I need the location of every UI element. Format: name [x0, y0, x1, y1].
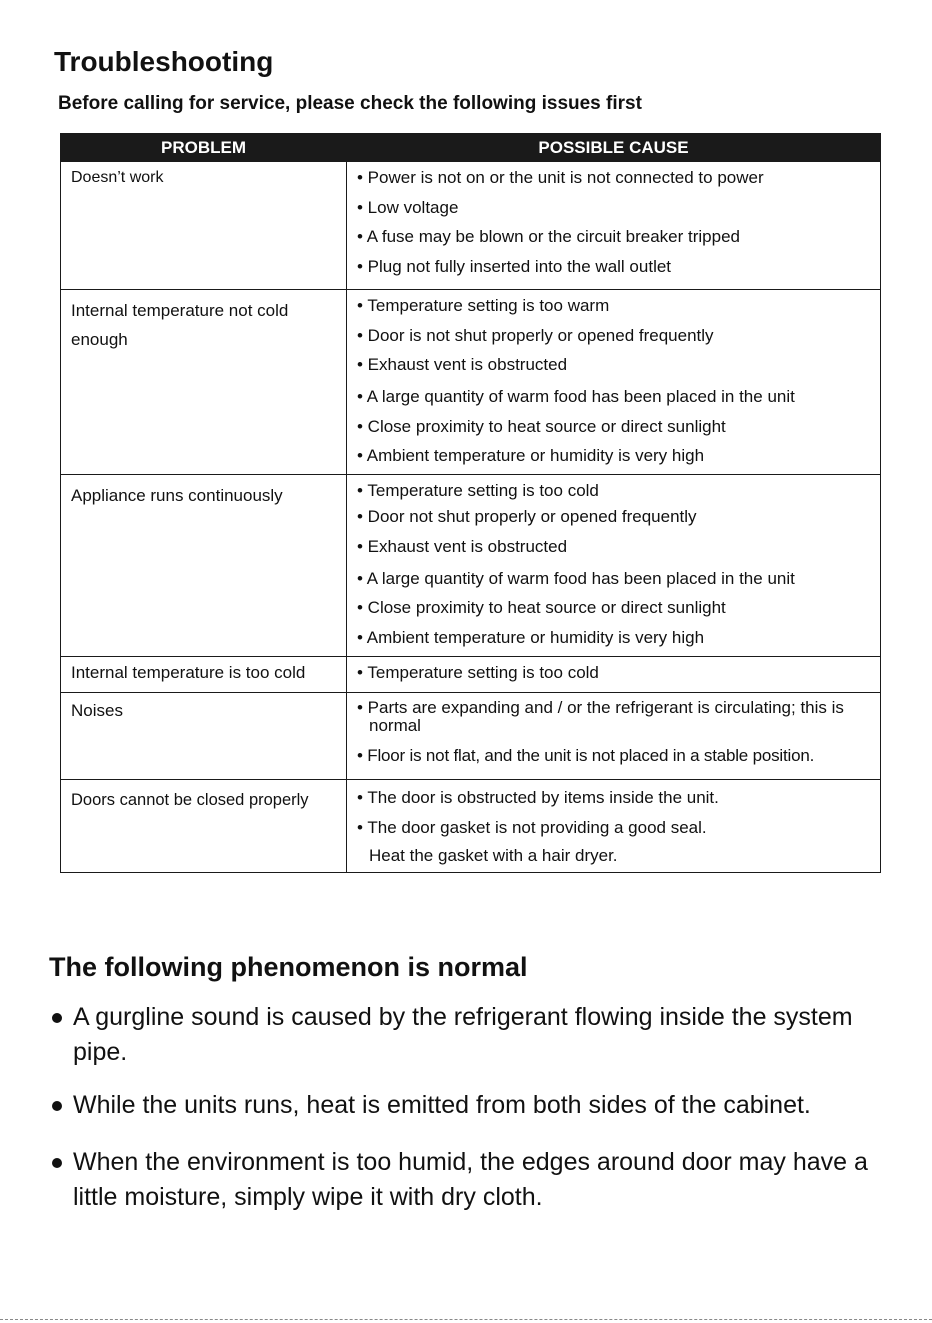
cause-item: • Door is not shut properly or opened frequently [357, 325, 714, 345]
cause-item: • The door gasket is not providing a good seal. [357, 817, 707, 837]
causes-cell [347, 657, 881, 693]
problem-text: Internal temperature not cold enough [71, 301, 289, 349]
problem-cell [61, 657, 347, 693]
cause-item: • Plug not fully inserted into the wall outlet [357, 256, 672, 276]
normal-section-heading: The following phenomenon is normal [49, 952, 528, 982]
cause-item: • A large quantity of warm food has been placed in the unit [357, 568, 795, 588]
cause-item: • Temperature setting is too warm [357, 296, 610, 315]
table-header-row [61, 134, 881, 162]
problem-cell [61, 780, 347, 873]
table-row [61, 693, 881, 780]
cause-item: • Ambient temperature or humidity is very high [357, 446, 705, 465]
cause-item: • Close proximity to heat source or direct sunlight [357, 416, 726, 436]
header-problem: PROBLEM [61, 134, 347, 162]
list-item [48, 1145, 898, 1215]
cause-item: • Parts are expanding and / or the refrigerant is circulating; this is normal [357, 698, 844, 735]
problem-text: Noises [71, 701, 123, 720]
table-row [61, 162, 881, 290]
cause-item: • Temperature setting is too cold [357, 663, 599, 682]
page-title: Troubleshooting [54, 46, 274, 77]
bullet-icon [52, 1158, 62, 1168]
problem-text: Doors cannot be closed properly [71, 791, 309, 809]
causes-cell [347, 475, 881, 657]
normal-phenomena-list [48, 1000, 898, 1233]
table-row [61, 657, 881, 693]
causes-cell [347, 162, 881, 290]
page-subtitle: Before calling for service, please check the following issues first [58, 93, 642, 114]
cause-item: • Ambient temperature or humidity is very high [357, 627, 705, 647]
problem-cell [61, 290, 347, 475]
list-item-text: When the environment is too humid, the edges around door may have a little moisture, simply wipe it with dry cloth. [73, 1148, 868, 1211]
problem-cell [61, 162, 347, 290]
cause-item: • The door is obstructed by items inside the unit. [357, 788, 719, 807]
page-bottom-rule [0, 1319, 932, 1320]
troubleshooting-table [60, 133, 881, 873]
cause-item: • A fuse may be blown or the circuit breaker tripped [357, 227, 740, 246]
bullet-icon [52, 1101, 62, 1111]
problem-text: Doesn’t work [71, 169, 164, 186]
table-row [61, 290, 881, 475]
problem-cell [61, 475, 347, 657]
causes-cell [347, 693, 881, 780]
list-item-text: A gurgline sound is caused by the refrigerant flowing inside the system pipe. [73, 1003, 853, 1066]
bullet-icon [52, 1013, 62, 1023]
problem-cell [61, 693, 347, 780]
cause-item: • Exhaust vent is obstructed [357, 355, 568, 374]
causes-cell [347, 290, 881, 475]
problem-text: Internal temperature is too cold [71, 663, 306, 682]
cause-item: • Power is not on or the unit is not connected to power [357, 168, 764, 187]
list-item-text: While the units runs, heat is emitted from both sides of the cabinet. [73, 1091, 811, 1119]
cause-item: • Floor is not flat, and the unit is not placed in a stable position. [357, 746, 815, 765]
problem-text: Appliance runs continuously [71, 486, 283, 505]
cause-item: • Door not shut properly or opened frequently [357, 507, 697, 526]
causes-cell [347, 780, 881, 873]
cause-item: • Close proximity to heat source or direct sunlight [357, 598, 726, 617]
cause-item: • Exhaust vent is obstructed [357, 536, 568, 556]
cause-item: • Low voltage [357, 197, 459, 217]
table-row [61, 780, 881, 873]
cause-item: • A large quantity of warm food has been placed in the unit [357, 387, 795, 406]
cause-item: • Temperature setting is too cold [357, 481, 599, 500]
table-row [61, 475, 881, 657]
list-item [48, 1000, 898, 1070]
cause-item: Heat the gasket with a hair dryer. [369, 845, 618, 865]
header-possible-cause: POSSIBLE CAUSE [347, 134, 881, 162]
list-item [48, 1088, 898, 1123]
